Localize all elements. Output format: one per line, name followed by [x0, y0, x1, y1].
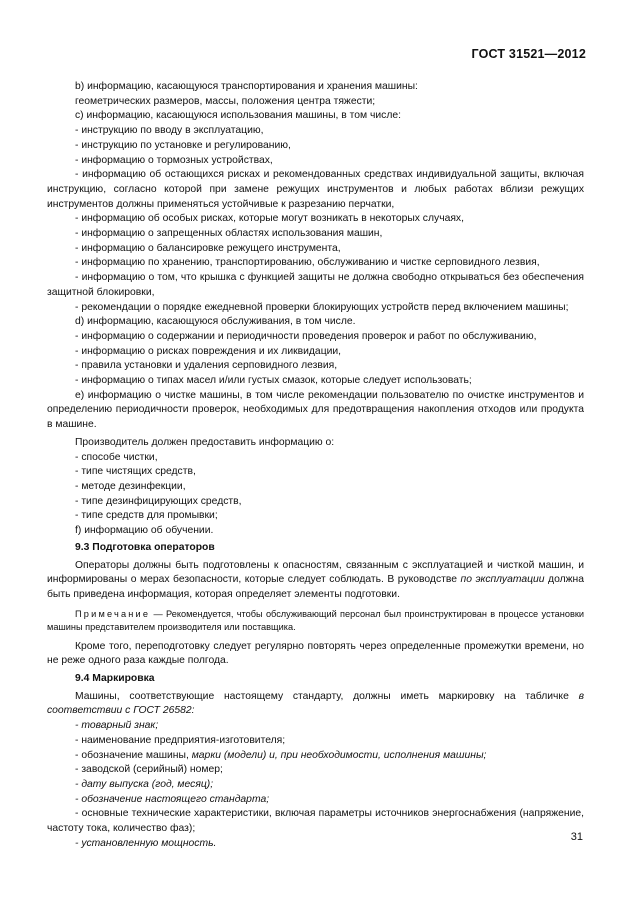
paragraph	[47, 124, 584, 139]
paragraph-text: с) информацию, касающуюся использования машины, в том числе:	[75, 110, 401, 122]
paragraph	[47, 256, 584, 271]
paragraph	[47, 359, 584, 374]
paragraph	[47, 80, 584, 95]
paragraph-text: - инструкцию по установке и регулированию,	[75, 139, 291, 151]
paragraph-text: 9.3 Подготовка операторов	[75, 541, 215, 553]
paragraph	[47, 389, 584, 433]
paragraph	[47, 559, 584, 603]
paragraph	[47, 524, 584, 539]
paragraph	[47, 271, 584, 300]
paragraph-text: - информацию о содержании и периодичности проведения проверок и работ по обслуживанию,	[75, 330, 537, 342]
paragraph	[47, 374, 584, 389]
paragraph-text: - типе средств для промывки;	[75, 510, 218, 522]
note-label: Примечание	[75, 608, 151, 619]
paragraph	[47, 330, 584, 345]
paragraph-text: - установленную мощность.	[75, 837, 217, 849]
paragraph	[47, 227, 584, 242]
paragraph	[47, 763, 584, 778]
paragraph	[47, 345, 584, 360]
page-number: 31	[570, 831, 583, 843]
paragraph	[47, 837, 584, 852]
paragraph	[47, 109, 584, 124]
paragraph-text: d) информацию, касающуюся обслуживания, в том числе.	[75, 316, 356, 328]
paragraph-text: - информацию об остающихся рисках и рекомендованных средствах индивидуальной защиты, включая инструкцию, согласно которой при замене режущих инструментов и любых работах вблизи режущих инструментов должны применяться устойчивые к разрезанию перчатки,	[47, 169, 584, 210]
paragraph	[47, 212, 584, 227]
paragraph	[47, 315, 584, 330]
paragraph-text: - обозначение машины,	[75, 749, 189, 761]
paragraph-emphasis: марки (модели) и, при необходимости, исполнения машины;	[188, 749, 487, 761]
paragraph-text: - методе дезинфекции,	[75, 480, 186, 492]
paragraph-text: - информацию о том, что крышка с функцией защиты не должна свободно открываться без обеспечения защитной блокировки,	[47, 272, 584, 298]
paragraph-text: - информацию о тормозных устройствах,	[75, 154, 273, 166]
paragraph-text: - товарный знак;	[75, 720, 159, 732]
paragraph-text: - заводской (серийный) номер;	[75, 764, 223, 776]
paragraph	[47, 168, 584, 212]
paragraph-text: f) информацию об обучении.	[75, 525, 214, 537]
paragraph	[47, 242, 584, 257]
paragraph-text: - рекомендации о порядке ежедневной проверки блокирующих устройств перед включением машины;	[75, 301, 569, 313]
paragraph-text: геометрических размеров, массы, положения центра тяжести;	[75, 95, 376, 107]
paragraph-text: Операторы должны быть подготовлены к опасностям, связанным с эксплуатацией и чисткой машин, и информированы о мерах безопасности, которые следует соблюдать. В руководстве	[47, 559, 584, 586]
paragraph	[47, 436, 584, 451]
paragraph-text: - наименование предприятия-изготовителя;	[75, 734, 286, 746]
paragraph-text: - обозначение настоящего стандарта;	[75, 793, 270, 805]
paragraph	[47, 301, 584, 316]
paragraph-text: - информацию о рисках повреждения и их ликвидации,	[75, 345, 342, 357]
section-heading	[47, 672, 584, 687]
paragraph-text: - информацию по хранению, транспортированию, обслуживанию и чистке серповидного лезвия,	[75, 257, 540, 269]
paragraph-text: Машины, соответствующие настоящему стандарту, должны иметь маркировку на табличке	[75, 690, 569, 702]
paragraph-text: - информацию о типах масел и/или густых смазок, которые следует использовать;	[75, 375, 472, 387]
paragraph-emphasis: по эксплуатации	[457, 574, 545, 586]
document-body	[47, 80, 584, 851]
paragraph-text: - дату выпуска (год, месяц);	[75, 778, 214, 790]
paragraph	[47, 95, 584, 110]
paragraph-text: - информацию об особых рисках, которые могут возникать в некоторых случаях,	[75, 213, 464, 225]
paragraph	[47, 734, 584, 749]
paragraph-text: - типе дезинфицирующих средств,	[75, 495, 242, 507]
paragraph-text: 9.4 Маркировка	[75, 673, 155, 685]
paragraph	[47, 451, 584, 466]
section-heading	[47, 541, 584, 556]
paragraph	[47, 749, 584, 764]
paragraph-text: - типе чистящих средств,	[75, 466, 196, 478]
paragraph-text-tail: должна быть приведена информация, которая определяет элементы подготовки.	[47, 574, 585, 600]
paragraph	[47, 719, 584, 734]
paragraph-text: - способе чистки,	[75, 451, 158, 463]
paragraph-text: Кроме того, переподготовку следует регулярно повторять через определенные промежутки времени, но не реже одного раза каждые полгода.	[47, 640, 584, 667]
paragraph-text: е) информацию о чистке машины, в том числе рекомендации пользователю по очистке инструментов и определению периодичности проверок, необходимых для предотвращения накопления отходов или продукта в машине.	[47, 389, 584, 431]
note-paragraph	[47, 608, 584, 635]
paragraph-text: - информацию о запрещенных областях использования машин,	[75, 228, 383, 240]
paragraph	[47, 480, 584, 495]
paragraph-text: — Рекомендуется, чтобы обслуживающий персонал был проинструктирован в процессе установки машины представителем производителя или поставщика.	[47, 608, 584, 633]
paragraph-text: - правила установки и удаления серповидного лезвия,	[75, 360, 338, 372]
paragraph	[47, 793, 584, 808]
paragraph	[47, 640, 584, 669]
paragraph	[47, 807, 584, 836]
paragraph-text: - основные технические характеристики, включая параметры источников энергоснабжения (напряжение, частоту тока, количество фаз);	[47, 808, 584, 835]
paragraph	[47, 154, 584, 169]
paragraph	[47, 495, 584, 510]
document-header: ГОСТ 31521—2012	[471, 47, 586, 61]
paragraph-text: - инструкцию по вводу в эксплуатацию,	[75, 125, 264, 137]
paragraph	[47, 139, 584, 154]
paragraph	[47, 690, 584, 719]
paragraph	[47, 778, 584, 793]
paragraph-text: Производитель должен предоставить информацию о:	[75, 436, 335, 448]
paragraph	[47, 465, 584, 480]
paragraph	[47, 509, 584, 524]
paragraph-text: - информацию о балансировке режущего инструмента,	[75, 242, 341, 254]
paragraph-text: b) информацию, касающуюся транспортирования и хранения машины:	[75, 81, 418, 92]
paragraph-emphasis: в соответствии с ГОСТ 26582:	[47, 690, 584, 717]
